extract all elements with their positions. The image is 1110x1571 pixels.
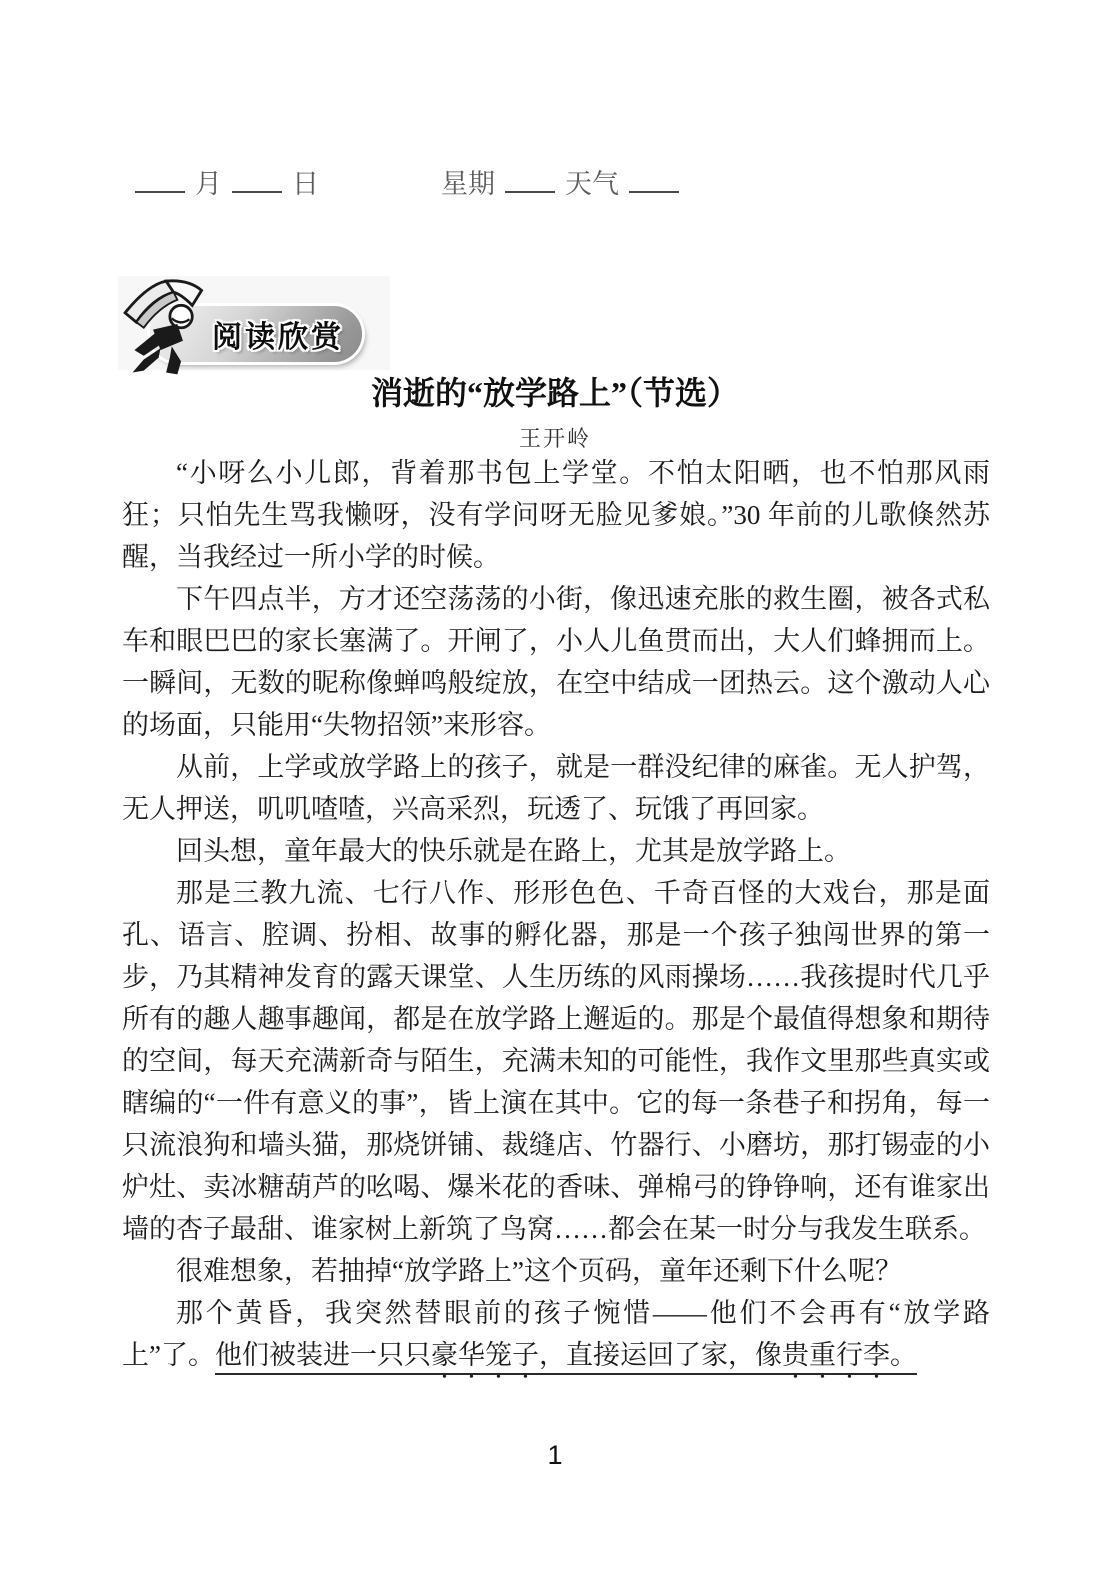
month-blank xyxy=(135,167,185,193)
emphasis-dotted-text: 贵重行李 xyxy=(781,1340,890,1370)
section-badge xyxy=(118,276,390,370)
article-paragraph-4: 回头想，童年最大的快乐就是在路上，尤其是放学路上。 xyxy=(176,836,851,866)
day-label: 日 xyxy=(292,169,319,199)
article-paragraph-5: 那是三教九流、七行八作、形形色色、千奇百怪的大戏台，那是面孔、语言、腔调、扮相、故事的孵化器，那是一个孩子独闯世界的第一步，乃其精神发育的露天课堂、人生历练的风雨操场……我孩提时代几乎所有的趣人趣事趣闻，都是在放学路上邂逅的。那是个最值得想象和期待的空间，每天充满新奇与陌生，充满未知的可能性，我作文里那些真实或瞎编的“一件有意义的事”，皆上演在其中。它的每一条巷子和拐角，每一只流浪狗和墙头猫，那烧饼铺、裁缝店、竹器行、小磨坊，那打锡壶的小炉灶、卖冰糖葫芦的吆喝、爆米花的香味、弹棉弓的铮铮响，还有谁家出墙的杏子最甜、谁家树上新筑了鸟窝……都会在某一时分与我发生联系。 xyxy=(122,878,990,1244)
underlined-text: ，直接运回了家，像 xyxy=(538,1340,782,1370)
article-paragraph-3: 从前，上学或放学路上的孩子，就是一群没纪律的麻雀。无人护驾，无人押送，叽叽喳喳，兴高采烈，玩透了、玩饿了再回家。 xyxy=(122,752,990,824)
article-body xyxy=(122,452,990,1385)
underlined-sentence xyxy=(215,1340,917,1370)
date-weather-line xyxy=(135,162,679,201)
day-blank xyxy=(232,167,282,193)
article-paragraph-6: 很难想象，若抽掉“放学路上”这个页码，童年还剩下什么呢？ xyxy=(176,1256,902,1286)
underlined-text: 他们被装进一只只 xyxy=(214,1340,431,1370)
article-paragraph-final xyxy=(122,1292,990,1385)
page-number: 1 xyxy=(547,1440,563,1470)
week-label: 星期 xyxy=(441,169,495,199)
weather-blank xyxy=(629,167,679,193)
article-author: 王开岭 xyxy=(518,426,591,451)
final-paragraph-lead: 那个黄昏，我突然替眼前的孩子惋惜——他们不会再有“放学路上”了。 xyxy=(122,1298,990,1370)
article-paragraph-2: 下午四点半，方才还空荡荡的小街，像迅速充胀的救生圈，被各式私车和眼巴巴的家长塞满了。开闸了，小人儿鱼贯而出，大人们蜂拥而上。一瞬间，无数的昵称像蝉鸣般绽放，在空中结成一团热云。这个激动人心的场面，只能用“失物招领”来形容。 xyxy=(122,584,990,740)
weather-label: 天气 xyxy=(565,169,619,199)
month-label: 月 xyxy=(195,169,222,199)
underlined-text: 。 xyxy=(889,1340,917,1370)
flying-reader-icon xyxy=(112,268,224,380)
article-title: 消逝的“放学路上”（节选） xyxy=(370,375,739,411)
section-badge-label: 阅读欣赏 xyxy=(212,321,344,354)
emphasis-dotted-text: 豪华笼子 xyxy=(430,1340,539,1370)
article-paragraph-1: “小呀么小儿郎，背着那书包上学堂。不怕太阳晒，也不怕那风雨狂；只怕先生骂我懒呀，没有学问呀无脸见爹娘。”30 年前的儿歌倏然苏醒，当我经过一所小学的时候。 xyxy=(122,458,990,572)
week-blank xyxy=(505,167,555,193)
